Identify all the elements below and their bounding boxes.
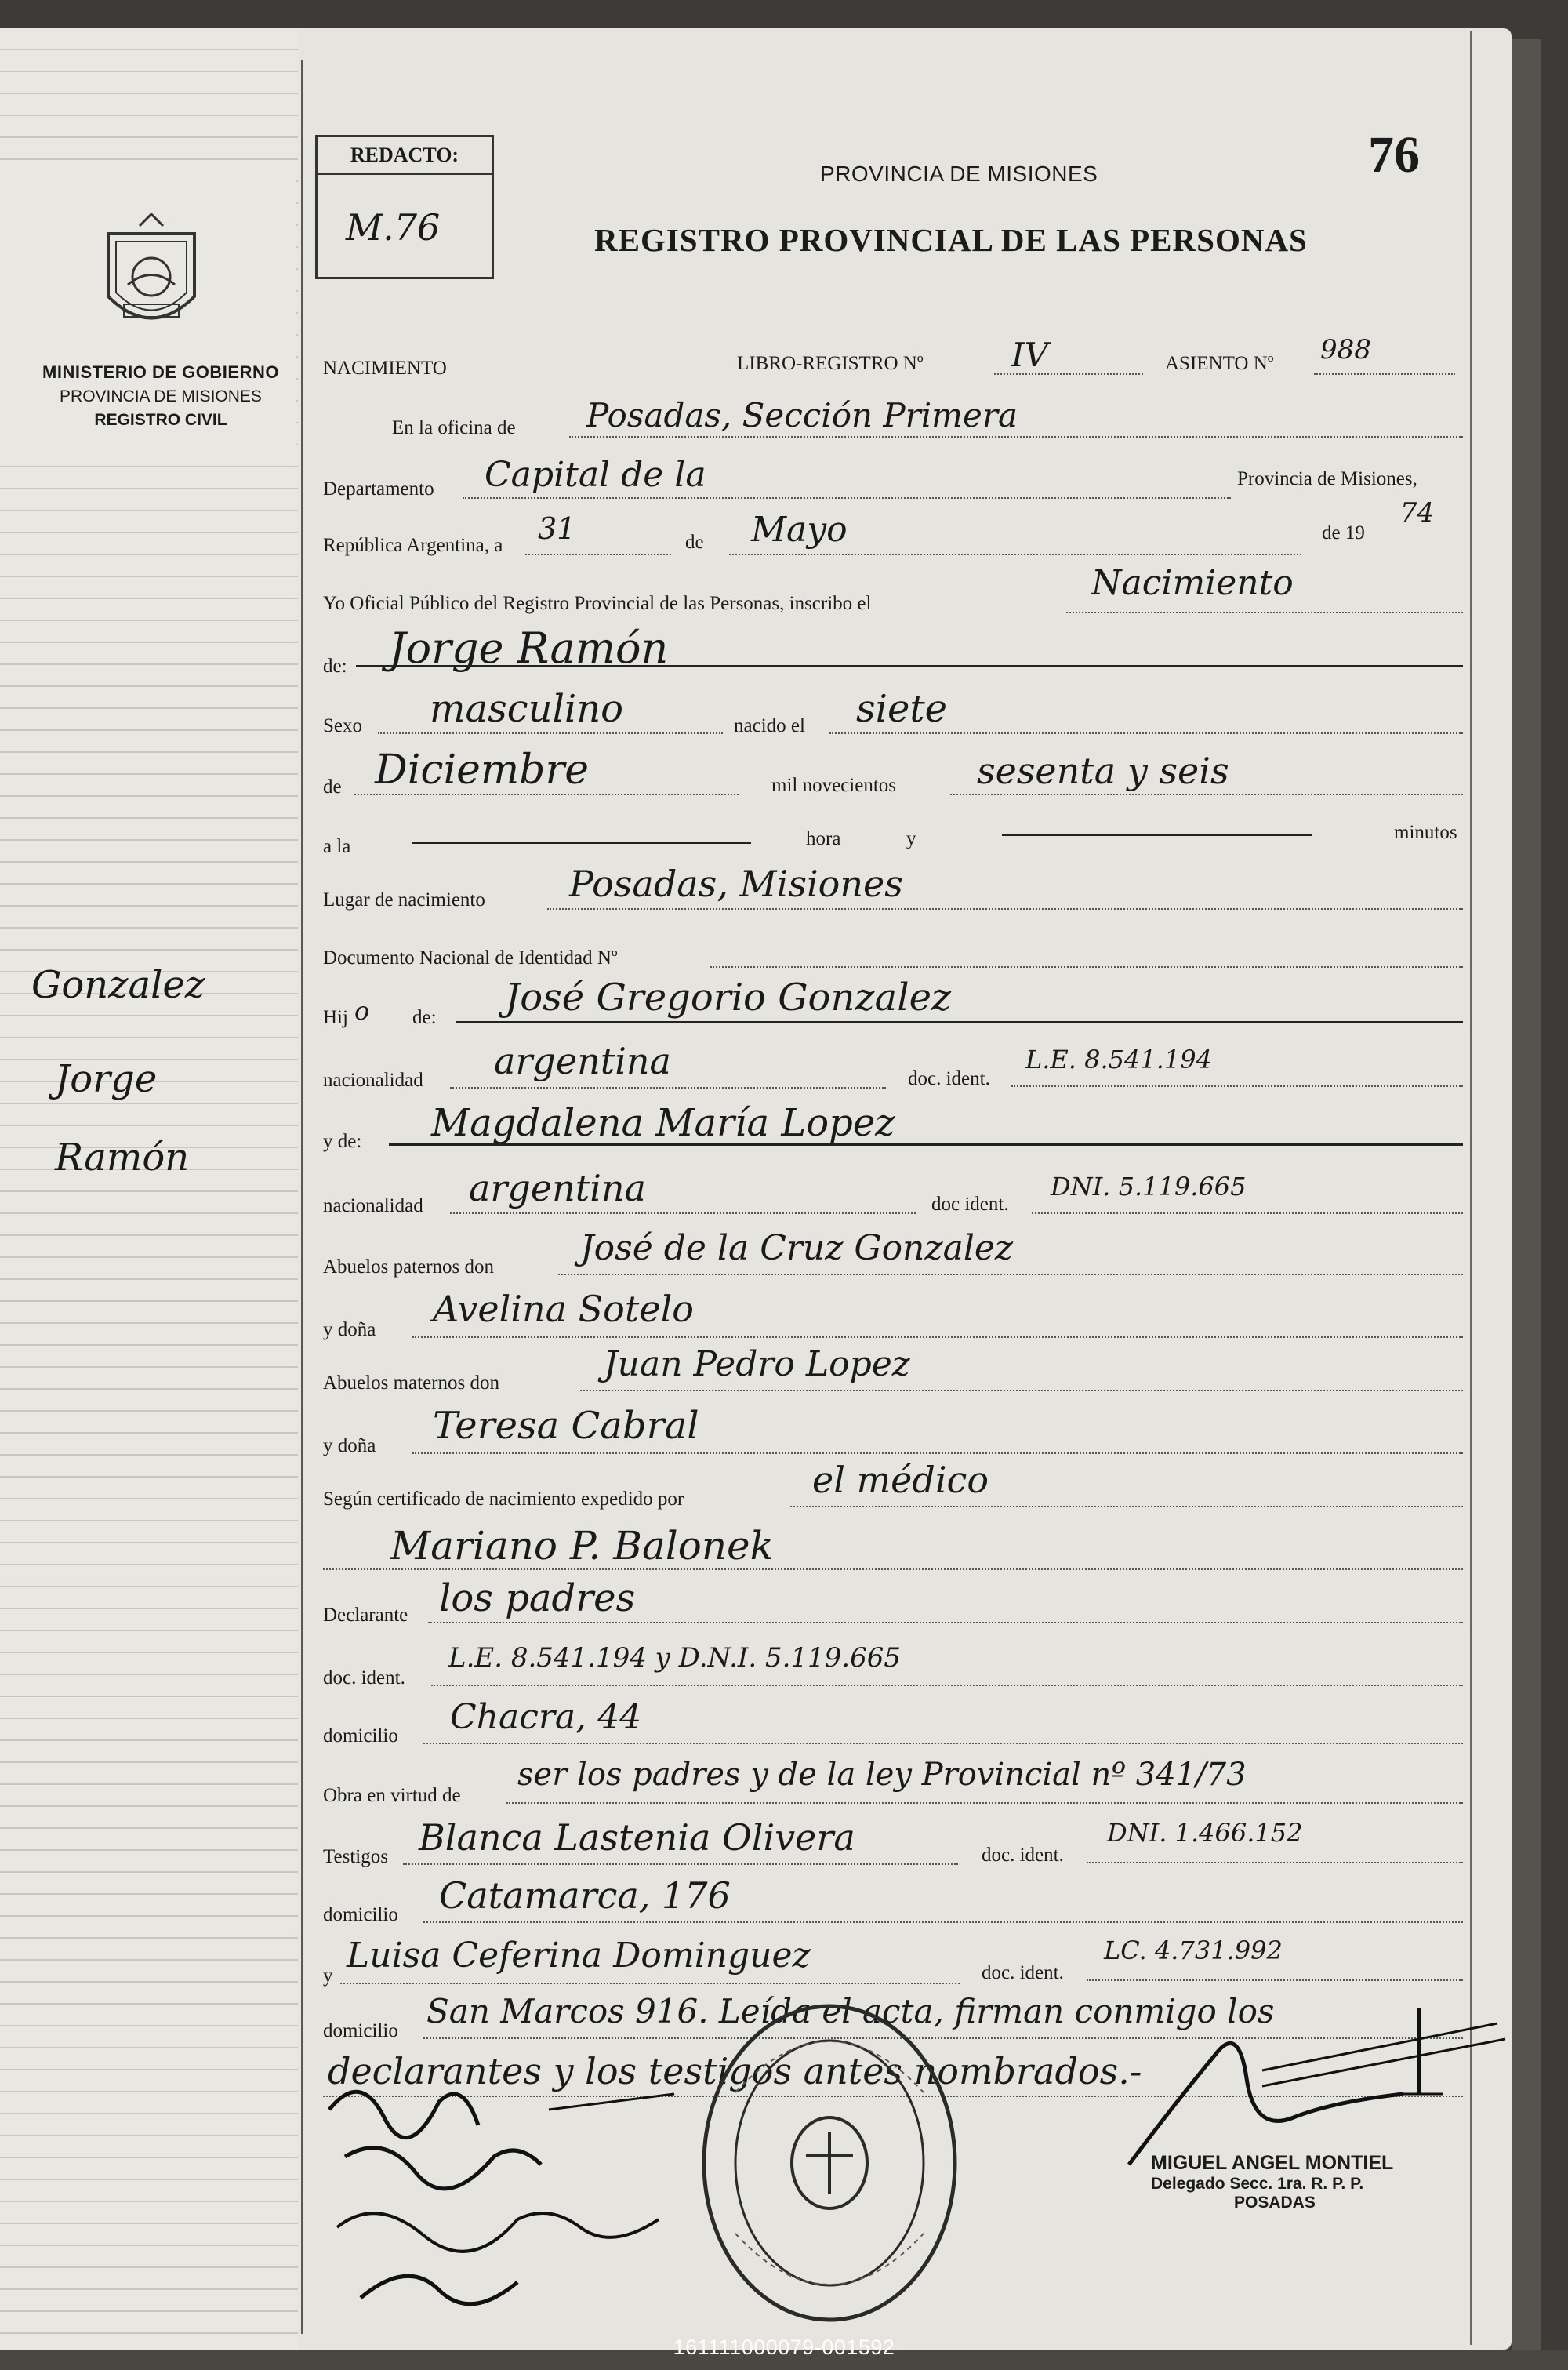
domicilio2-value: Catamarca, 176	[439, 1874, 731, 1917]
lugar-line	[547, 908, 1463, 910]
libro-value: IV	[1011, 336, 1048, 374]
registry-stamp	[688, 1998, 971, 2328]
nac2-line	[450, 1212, 916, 1214]
docid4-label: doc. ident.	[982, 1845, 1064, 1866]
docid5-line	[1087, 1979, 1463, 1981]
redacto-box	[315, 135, 494, 279]
dni-label: Documento Nacional de Identidad Nº	[323, 947, 618, 969]
docid3-value: L.E. 8.541.194 y D.N.I. 5.119.665	[448, 1642, 902, 1674]
docid3-line	[431, 1685, 1463, 1686]
ydona1-label: y doña	[323, 1319, 376, 1340]
segun-label: Según certificado de nacimiento expedido por	[323, 1489, 684, 1510]
province-header: PROVINCIA DE MISIONES	[820, 162, 1098, 186]
de-label: de	[685, 532, 704, 553]
obra-value: ser los padres y de la ley Provincial nº 341/73	[517, 1757, 1247, 1793]
sexo-value: masculino	[430, 687, 624, 731]
oficina-line	[569, 436, 1463, 438]
redacto-value: M.76	[346, 206, 441, 249]
oficina-value: Posadas, Sección Primera	[586, 396, 1018, 434]
y-label: y	[906, 828, 916, 849]
ministry-province: PROVINCIA DE MISIONES	[60, 387, 262, 405]
libro-label: LIBRO-REGISTRO Nº	[737, 353, 924, 374]
domicilio1-line	[423, 1743, 1463, 1744]
yde-label: y de:	[323, 1131, 362, 1152]
docid1-label: doc. ident.	[908, 1068, 990, 1089]
sexo-label: Sexo	[323, 715, 362, 736]
de2-label: de:	[323, 656, 347, 677]
testigo2-line	[340, 1983, 960, 1984]
madre-value: Magdalena María Lopez	[431, 1101, 895, 1145]
hijo-de-label: de:	[412, 1007, 437, 1028]
minutos-line	[1002, 834, 1312, 836]
ydona2-label: y doña	[323, 1435, 376, 1456]
official-name: MIGUEL ANGEL MONTIEL	[1151, 2152, 1394, 2174]
nacido-label: nacido el	[734, 715, 805, 736]
sexo-line	[378, 732, 723, 734]
yo-line	[1066, 612, 1463, 613]
nacido-line	[829, 732, 1463, 734]
registry-header: REGISTRO PROVINCIAL DE LAS PERSONAS	[594, 222, 1308, 258]
domicilio2-label: domicilio	[323, 1904, 398, 1925]
nac2-value: argentina	[469, 1167, 646, 1209]
asiento-line	[1314, 373, 1455, 375]
abmat2-value: Teresa Cabral	[433, 1404, 699, 1448]
domicilio3-value: San Marcos 916. Leída el acta, firman conmigo los	[426, 1992, 1275, 2030]
provincia-label: Provincia de Misiones,	[1237, 468, 1417, 489]
abpat2-value: Avelina Sotelo	[433, 1288, 694, 1330]
dni-line	[710, 966, 1463, 968]
libro-line	[994, 373, 1143, 375]
closing-value: declarantes y los testigos antes nombrados.-	[328, 2050, 1142, 2092]
declarante-label: Declarante	[323, 1605, 408, 1626]
official-stamp	[1151, 2152, 1393, 2212]
mes-line	[729, 554, 1301, 555]
declarante-line	[428, 1622, 1463, 1623]
abpat-value: José de la Cruz Gonzalez	[580, 1228, 1014, 1268]
redacto-divider	[318, 173, 492, 175]
segun-line	[790, 1506, 1463, 1507]
departamento-value: Capital de la	[485, 455, 706, 495]
abmat-value: Juan Pedro Lopez	[604, 1344, 910, 1384]
nac1-line	[450, 1087, 886, 1089]
lugar-label: Lugar de nacimiento	[323, 889, 485, 911]
ministry-line: MINISTERIO DE GOBIERNO	[42, 362, 279, 382]
margin-given-name-2: Ramón	[55, 1136, 190, 1180]
hora-line	[412, 842, 751, 844]
docid3-label: doc. ident.	[323, 1667, 405, 1688]
medico-value: Mariano P. Balonek	[390, 1523, 774, 1568]
right-rule	[1470, 31, 1472, 2345]
abpat-line	[558, 1274, 1463, 1275]
hora-label: hora	[806, 828, 841, 849]
republica-label: República Argentina, a	[323, 535, 503, 556]
provincial-crest-icon	[93, 210, 210, 344]
domicilio2-line	[423, 1921, 1463, 1923]
redacto-label: REDACTO:	[350, 144, 459, 166]
dia-line	[525, 554, 671, 555]
left-signatures	[314, 2063, 682, 2321]
docid2-value: DNI. 5.119.665	[1051, 1172, 1247, 1201]
nacido-value: siete	[856, 687, 948, 731]
docid4-line	[1087, 1862, 1463, 1863]
official-title: Delegado Secc. 1ra. R. P. P.	[1151, 2175, 1364, 2193]
ministry-block	[24, 362, 298, 430]
anio-value: 74	[1400, 497, 1435, 529]
nac1-value: argentina	[494, 1040, 671, 1082]
docid2-label: doc ident.	[931, 1194, 1009, 1215]
docid2-line	[1032, 1212, 1463, 1214]
de3-label: de	[323, 776, 342, 798]
nac1-label: nacionalidad	[323, 1070, 423, 1091]
oficina-label: En la oficina de	[392, 417, 516, 438]
yo-label: Yo Oficial Público del Registro Provincial de las Personas, inscribo el	[323, 593, 872, 614]
docid4-value: DNI. 1.466.152	[1107, 1818, 1303, 1848]
y2-label: y	[323, 1965, 333, 1987]
page-number: 76	[1368, 126, 1420, 184]
mes-nac-line	[354, 794, 739, 795]
docid5-value: LC. 4.731.992	[1104, 1936, 1283, 1965]
nac2-label: nacionalidad	[323, 1195, 423, 1216]
official-city: POSADAS	[1234, 2194, 1316, 2212]
ala-label: a la	[323, 836, 351, 857]
abmat2-line	[412, 1452, 1463, 1454]
departamento-line	[463, 497, 1231, 499]
abpat-label: Abuelos paternos don	[323, 1256, 495, 1278]
testigo2-value: Luisa Ceferina Dominguez	[347, 1936, 811, 1976]
yo-value: Nacimiento	[1091, 563, 1294, 603]
docid1-value: L.E. 8.541.194	[1025, 1045, 1212, 1074]
domicilio3-label: domicilio	[323, 2020, 398, 2041]
abmat-label: Abuelos maternos don	[323, 1372, 499, 1394]
departamento-label: Departamento	[323, 478, 434, 500]
testigos-label: Testigos	[323, 1846, 388, 1867]
abmat-line	[580, 1390, 1463, 1391]
nombre-value: Jorge Ramón	[389, 623, 669, 673]
segun-value: el médico	[812, 1459, 989, 1501]
mil-label: mil novecientos	[771, 775, 896, 796]
asiento-label: ASIENTO Nº	[1165, 353, 1274, 374]
margin-given-name-1: Jorge	[55, 1057, 158, 1101]
hijo-label: Hij	[323, 1007, 348, 1028]
testigo1-line	[403, 1863, 958, 1865]
mes-nac-value: Diciembre	[375, 747, 590, 794]
padre-line	[456, 1021, 1463, 1023]
left-rule	[301, 60, 303, 2334]
medico-line	[323, 1568, 1463, 1570]
anio-label: de 19	[1322, 522, 1365, 543]
domicilio1-value: Chacra, 44	[450, 1697, 642, 1737]
lugar-value: Posadas, Misiones	[569, 863, 903, 905]
padre-value: José Gregorio Gonzalez	[505, 976, 952, 1020]
hijo-suffix: o	[354, 996, 370, 1026]
minutos-label: minutos	[1394, 822, 1457, 843]
mes-value: Mayo	[751, 510, 848, 550]
testigo1-value: Blanca Lastenia Olivera	[419, 1816, 855, 1859]
obra-label: Obra en virtud de	[323, 1785, 461, 1806]
madre-line	[389, 1143, 1463, 1146]
page-edge	[1512, 39, 1541, 2350]
docid1-line	[1011, 1085, 1463, 1087]
docid5-label: doc. ident.	[982, 1962, 1064, 1983]
domicilio1-label: domicilio	[323, 1725, 398, 1747]
record-type-label: NACIMIENTO	[323, 358, 447, 379]
image-id: 161111000079-001592	[673, 2335, 895, 2359]
declarante-value: los padres	[439, 1576, 636, 1620]
abpat2-line	[412, 1336, 1463, 1338]
ministry-registry: REGISTRO CIVIL	[94, 411, 227, 429]
nombre-line	[356, 665, 1463, 667]
margin-surname: Gonzalez	[31, 963, 205, 1007]
dia-value: 31	[538, 511, 576, 546]
asiento-value: 988	[1320, 334, 1371, 365]
anio-nac-value: sesenta y seis	[977, 750, 1229, 792]
obra-line	[506, 1802, 1463, 1804]
anio-nac-line	[950, 794, 1463, 795]
